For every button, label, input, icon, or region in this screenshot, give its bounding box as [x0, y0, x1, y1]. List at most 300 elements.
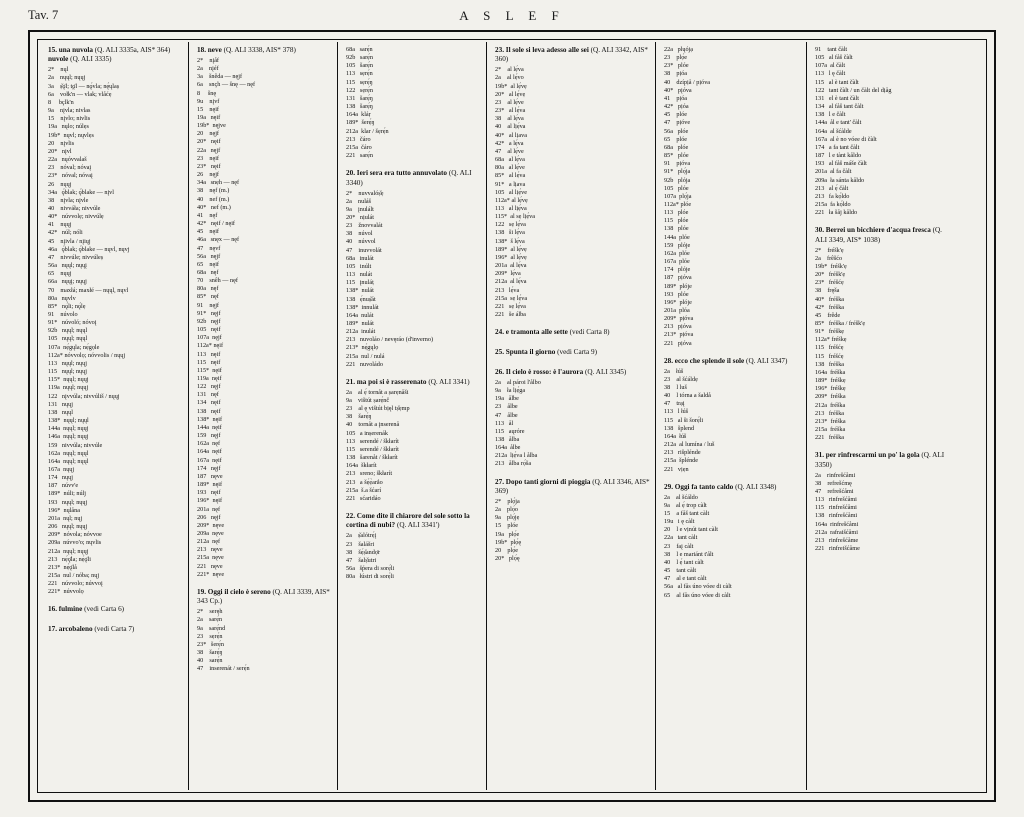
form-entry: 215a šplénde	[664, 457, 699, 465]
form-entry: 221 fréška	[815, 434, 845, 442]
form-entry: 215a sẹ lẹ́va	[495, 294, 528, 302]
form-entry: 9a plọ́jẹ	[495, 514, 520, 522]
form-list	[197, 608, 333, 673]
form-entry: 105 al lịẹ́ve	[495, 188, 527, 196]
entry-heading	[495, 46, 651, 65]
form-entry: 164a al šćàlde	[815, 127, 852, 135]
form-entry: 113 nųųl; nųųj	[48, 359, 87, 367]
dictionary-entry	[815, 46, 953, 553]
form-entry: 215a nul / nulá	[346, 352, 385, 360]
form-list	[346, 190, 482, 369]
form-entry: 38 pịóa	[664, 70, 688, 78]
form-entry: 115 nęif	[197, 358, 221, 366]
form-entry: 115 plóe	[664, 217, 689, 225]
form-list	[346, 389, 482, 503]
entry-source: (vedi Carta 9)	[557, 348, 598, 357]
entry-heading	[346, 169, 482, 188]
form-entry: 221 nęve	[197, 562, 223, 570]
form-entry: 23* fréšćẹ	[815, 279, 844, 287]
form-entry: 23* plóe	[664, 62, 689, 70]
form-entry: 19u i ę càlt	[664, 518, 695, 526]
entry-number: 27.	[495, 477, 506, 486]
form-list	[664, 368, 802, 474]
form-entry: 26 nųųj	[48, 180, 72, 188]
form-entry: 159 nęjf	[197, 432, 221, 440]
form-entry: 105 plóe	[664, 184, 689, 192]
form-entry: 221 núvvolo; núvvoį	[48, 580, 103, 588]
form-entry: 2* plọ́ja	[495, 497, 520, 505]
form-entry: 113 l łúš	[664, 408, 689, 416]
entry-title: ma poi si è rasserenato	[356, 377, 429, 386]
entry-title: Dopo tanti giorni di pioggia	[505, 477, 593, 486]
form-entry: 221* nęve	[197, 570, 225, 578]
form-entry: 2a frêšćo	[815, 254, 843, 262]
form-entry: 119a nęif	[197, 375, 222, 382]
form-entry: 212a fréška	[815, 401, 846, 409]
entry-heading	[197, 46, 333, 55]
entry-spacer	[346, 369, 482, 378]
dictionary-entry	[48, 46, 184, 635]
form-entry: 105 šarẹ́n	[346, 62, 373, 70]
entry-number: 23.	[495, 46, 506, 54]
form-entry: 167a nęif	[197, 456, 222, 464]
form-entry: 23 žnovvalát	[346, 222, 383, 230]
form-entry: 15 plóe	[495, 522, 519, 530]
form-entry: 23* šerẹ́n	[197, 640, 224, 648]
form-entry: 122 sẹ lẹ́va	[495, 221, 526, 229]
entry-source: (vedi Carta 6)	[84, 605, 125, 614]
form-entry: 115 rinfrešćåmi	[815, 504, 857, 512]
form-entry: 38 nęf (m.)	[197, 187, 230, 195]
form-entry: 20 nęjf	[197, 130, 219, 138]
entry-title: Oggi fa tanto caldo	[674, 482, 736, 491]
form-entry: 38 šarẹ́ŋ	[346, 413, 372, 421]
entry-title-secondary: nuvole	[48, 55, 71, 64]
form-entry: 131 el è tant čàlt	[815, 94, 859, 102]
entry-title: Spunta il giorno	[505, 348, 558, 357]
form-entry: 70 snêh — nęf	[197, 277, 238, 285]
form-entry: 85* al lẹ́va	[495, 172, 526, 180]
form-entry: 187 pịóva	[664, 274, 692, 282]
form-entry: 112a* al lẹ́vẹ	[495, 196, 528, 204]
entry-source-secondary: (Q. ALI 3335)	[70, 55, 112, 64]
form-entry: 212a klar / šẹrẹ́n	[346, 127, 389, 135]
form-entry: 47 pịóve	[664, 119, 691, 127]
form-entry: 22a nęjf	[197, 146, 221, 154]
form-entry: 38 l luš	[664, 384, 687, 391]
form-entry: 20* nįvl	[48, 147, 72, 155]
form-entry: 19b* nųvl; nųvlẹs	[48, 131, 94, 139]
form-entry: 209a núvvo'o; nųvlis	[48, 539, 102, 547]
form-entry: 215a š.a šćarí	[346, 486, 382, 494]
form-entry: 215a čáro	[346, 143, 372, 151]
form-entry: 23* nóval; nóvaį	[48, 172, 93, 180]
form-entry: 91* nęjf	[197, 309, 221, 317]
form-entry: 189* nulát	[346, 320, 374, 327]
form-entry: 68a al lẹ́va	[495, 156, 525, 164]
form-entry: 40 dzípịå / pịóva	[664, 78, 711, 86]
form-entry: 23 sẹrẹ́n	[197, 632, 223, 640]
entry-heading	[815, 451, 953, 470]
form-entry: 134 nęif	[197, 399, 221, 407]
form-entry: 201a al lẹ́va	[495, 262, 527, 270]
form-entry: 189* šerẹ́ŋ	[346, 119, 375, 127]
entry-heading	[197, 588, 333, 607]
form-entry: 9a al ẹ́ trop càlt	[664, 501, 707, 509]
entry-number: 25.	[495, 348, 506, 357]
form-entry: 209* fréška	[815, 393, 846, 401]
entry-number: 19.	[197, 587, 208, 596]
entry-heading	[495, 348, 651, 357]
form-entry: 2* fréšk'ẹ	[815, 246, 844, 254]
form-entry: 146a nųųl; nųųj	[48, 433, 89, 441]
form-entry: 2a al ẹ́ tornåt a ṣarẹnåši	[346, 388, 409, 396]
form-entry: 138 plóe	[664, 225, 689, 233]
form-entry: 19a nęif	[197, 114, 221, 121]
entry-title: e tramonta alle sette	[505, 328, 570, 337]
form-entry: 164a nęif	[197, 448, 222, 456]
form-entry: 193 nųųl; nųųj	[48, 498, 88, 506]
text-column	[656, 42, 806, 790]
form-entry: 40* al lịava	[495, 131, 527, 139]
form-entry: 91* plọ́ja	[664, 168, 691, 176]
entry-number: 15.	[48, 46, 59, 54]
form-entry: 201a nųl; nųj	[48, 514, 83, 522]
entry-source: (Q. ALI 3342, AIS* 360)	[495, 46, 648, 64]
form-entry: 174 a fa tant čàlt	[815, 143, 860, 151]
form-entry: 189* núli; núlj	[48, 490, 86, 498]
form-entry: 20* nịulát	[346, 213, 375, 221]
form-entry: 40 tornåt a įnserenå	[346, 421, 400, 429]
entry-title: arcobaleno	[58, 625, 95, 634]
form-entry: 201a nęf	[197, 505, 221, 513]
form-entry: 47 inuvvolát	[346, 246, 382, 254]
form-entry: 113 nulát	[346, 271, 373, 279]
form-entry: 38 šarẹ́ŋ	[197, 649, 223, 656]
form-entry: 213 nęve	[197, 546, 223, 554]
form-entry: 209* nóvola; nóvvoe	[48, 531, 102, 539]
form-entry: 122 sẹrẹ́n	[346, 86, 373, 94]
form-list	[346, 46, 482, 160]
entry-number: 29.	[664, 482, 675, 491]
form-list	[197, 57, 333, 579]
form-entry: 9a įnulált	[346, 205, 374, 213]
form-entry: 107a nęjf	[197, 334, 222, 342]
form-entry: 113 ål	[495, 419, 514, 427]
form-entry: 189* nęif	[197, 481, 223, 489]
form-entry: 47 ålbe	[495, 411, 518, 419]
entry-source: (vedi Carta 8)	[569, 328, 610, 337]
form-entry: 213* nẹ́ǫ̈lå	[48, 563, 77, 571]
text-column	[189, 42, 337, 790]
form-entry: 85* plóe	[664, 152, 689, 160]
form-entry: 19b* plọ́ę	[495, 538, 522, 546]
form-entry: 45 plóe	[664, 111, 688, 119]
form-entry: 212a al lẹ́va	[495, 278, 527, 286]
form-entry: 213 a šẹ́ẹ̀arắo	[346, 478, 383, 486]
form-entry: 213 čáro	[346, 135, 371, 143]
dictionary-entry	[346, 46, 482, 581]
form-entry: 9a sarẹ́nd	[197, 624, 226, 632]
form-entry: 221 sćaridáo	[346, 494, 381, 502]
form-entry: 206 nųųl; nųųj	[48, 523, 88, 531]
entry-source: (Q. ALI 3349, AIS* 1038)	[815, 226, 942, 244]
form-list	[664, 494, 802, 600]
form-entry: 80a łústri di sorẹ́li	[346, 573, 394, 581]
form-entry: 23 al ę vištút bịęl tṣ̌ẹmp	[346, 405, 410, 413]
form-entry: 131 šarẹ́ŋ	[346, 94, 373, 102]
form-entry: 46a ǫ́blak; ǫ́blake — nųvl, nųvj	[48, 245, 130, 253]
form-entry: 20* plọ́ę	[495, 555, 520, 562]
form-entry: 2a łúš	[664, 367, 684, 375]
form-entry: 68a nęf	[197, 268, 219, 276]
form-entry: 40* fréška	[815, 295, 845, 303]
form-entry: 213 fa kọ́ldo	[815, 192, 850, 200]
form-entry: 2* nįåf	[197, 56, 219, 64]
form-entry: 138* nęif	[197, 415, 223, 423]
form-entry: 209* pịóva	[664, 315, 694, 323]
form-entry: 187 l e tànt kåldo	[815, 152, 862, 160]
entry-number: 26.	[495, 367, 506, 376]
form-entry: 162a nęf	[197, 440, 221, 448]
form-entry: 138* nulát	[346, 287, 374, 295]
form-entry: 3a šnêda — nęjf	[197, 73, 243, 81]
form-entry: 47 nęvf	[197, 244, 221, 252]
form-entry: 26 nęjf	[197, 171, 219, 179]
form-entry: 189* al lẹ́vẹ	[495, 245, 527, 253]
form-entry: 23 al lẹ́ve	[495, 98, 524, 106]
form-entry: 209* nęve	[197, 521, 225, 529]
form-entry: 112a* fréškẹ	[815, 336, 847, 344]
form-entry: 122 nęjf	[197, 383, 221, 391]
form-list	[495, 498, 651, 563]
form-entry: 105 a inṣerenák	[346, 429, 388, 437]
form-entry: 212a inulát	[346, 328, 376, 336]
form-entry: 38 refrešćmę	[815, 479, 852, 487]
form-entry: 91 nęjf	[197, 301, 219, 309]
form-entry: 91 tant čàlt	[815, 46, 848, 53]
entry-spacer	[495, 469, 651, 478]
form-entry: 40* núvvolẹ; nivvúlẹ	[48, 213, 104, 221]
form-entry: 187 nęve	[197, 472, 223, 480]
form-entry: 209a nęve	[197, 529, 224, 537]
entry-number: 24.	[495, 328, 506, 337]
form-entry: 174 plóje	[664, 266, 691, 274]
form-entry: 215a nęve	[197, 554, 224, 562]
form-entry: 213 rinfrešćåme	[815, 536, 859, 544]
form-entry: 47 šalṣ̌utri	[346, 556, 377, 564]
form-entry: 201a plóa	[664, 307, 690, 314]
form-entry: 122 nįvvúla; nivvúliš / nųųj	[48, 392, 120, 400]
entry-source: (Q. ALI 3347)	[746, 356, 788, 365]
form-entry: 2a al šćáldo	[664, 493, 698, 501]
form-entry: 113 nęif	[197, 350, 221, 358]
form-entry: 91* núvoló; nóvoį	[48, 319, 97, 327]
form-entry: 213* pịóva	[664, 331, 694, 339]
form-entry: 193 plóe	[664, 290, 689, 298]
form-entry: 23 ålbe	[495, 403, 518, 411]
form-list	[664, 46, 802, 348]
form-entry: 85* nęf	[197, 293, 219, 301]
form-entry: 20* al lẹ́vẹ	[495, 90, 526, 98]
form-entry: 221 še álba	[495, 311, 526, 318]
form-entry: 40* pįóva	[664, 86, 692, 94]
form-entry: 193 nęif	[197, 489, 221, 497]
form-entry: 196* al lẹ́vẹ	[495, 253, 527, 261]
form-entry: 91 pịóva	[664, 160, 691, 168]
form-entry: 213 lẹ́va	[495, 286, 520, 294]
form-entry: 212a nęf	[197, 538, 221, 546]
entry-spacer	[48, 616, 184, 625]
entry-heading	[495, 328, 651, 337]
form-entry: 70 maxłá; maxłé — nųųl, nųvl	[48, 286, 129, 294]
form-entry: 45 nįivla / nįiųj	[48, 237, 91, 245]
form-entry: 19b* fréšk'ẹ	[815, 262, 847, 270]
form-entry: 138 fréška	[815, 360, 845, 368]
entry-number: 18.	[197, 46, 208, 54]
form-entry: 80a nųvlv	[48, 294, 76, 302]
form-entry: 115 įnuláṭ	[346, 279, 374, 287]
form-entry: 85* fréška / fréšk'ẹ	[815, 320, 866, 327]
entry-title: Ieri sera era tutto annuvolato	[356, 169, 449, 178]
form-entry: 113 rinfrešćåmi	[815, 496, 857, 504]
form-entry: 47 nivvúle; nivvúleṣ	[48, 253, 104, 261]
form-entry: 38 l e mariánt t'ålt	[664, 550, 714, 558]
form-entry: 221 vịẹn	[664, 465, 689, 473]
entry-source: (Q. ALI 3341')	[396, 521, 440, 530]
entry-source: (Q. ALI 3338, AIS* 378)	[223, 46, 296, 54]
entry-title: Berrei un bicchiere d'acqua fresca	[825, 226, 933, 235]
form-entry: 138* š lẹ́va	[495, 237, 525, 245]
form-entry: 38 šẹ́ṣ̌andọ̈r	[346, 548, 381, 556]
form-entry: 40 l tórna a šaldå	[664, 392, 711, 400]
form-entry: 209a ła sánta kåldo	[815, 176, 865, 184]
form-entry: 162a nųųl; nųųl	[48, 449, 89, 457]
form-entry: 159 nivvúla; nivvúle	[48, 441, 103, 449]
dictionary-entry	[664, 46, 802, 600]
form-entry: 221* núvvolọ	[48, 588, 84, 596]
form-entry: 40 nivváła; nivvúle	[48, 204, 101, 212]
form-entry: 23* nęif	[197, 162, 221, 170]
entry-title: neve	[207, 46, 224, 54]
form-entry: 167a plóe	[664, 258, 690, 266]
entry-spacer	[495, 339, 651, 348]
entry-title: ecco che splende il sole	[674, 356, 747, 365]
form-list	[815, 472, 953, 554]
form-entry: 112a* nóvvolọ; nóvvolis / nųųj	[48, 351, 126, 359]
form-list	[815, 247, 953, 443]
entry-title: Il cielo è rosso: è l'aurora	[505, 367, 585, 376]
form-entry: 107a nẹ́gųla; nẹ́gọle	[48, 343, 100, 351]
dictionary-entry	[197, 46, 333, 673]
entry-source: (Q. ALI 3335a, AIS* 364)	[94, 46, 171, 54]
form-entry: 115 al ši šorẹ́li	[664, 416, 704, 424]
form-entry: 196* plóje	[664, 298, 692, 306]
form-entry: 6a vołk'n — vlak; vlåćẹ	[48, 90, 112, 98]
form-entry: 138 nęif	[197, 407, 221, 415]
form-entry: 15 a fåš tant càlt	[664, 509, 710, 517]
form-entry: 113 l ę čàlt	[815, 70, 846, 78]
form-entry: 42* núl; nóli	[48, 229, 83, 237]
form-entry: 215a nul / nóba; nųj	[48, 572, 100, 579]
form-entry: 85* nǫ́li; nǫ́lẹ	[48, 302, 86, 310]
form-entry: 119a nųųl; nųųj	[48, 384, 89, 392]
form-list	[495, 379, 651, 469]
form-entry: 20 l e vịnút tant càlt	[664, 526, 718, 534]
form-entry: 23 nóval; nóvaį	[48, 164, 92, 172]
form-entry: 221 nuvoládo	[346, 360, 383, 368]
form-entry: 115* nęif	[197, 366, 222, 374]
entry-heading	[664, 357, 802, 366]
entry-title: fulmine	[58, 605, 85, 614]
form-entry: 221 sẹ lẹ́va	[495, 302, 526, 310]
form-entry: 213 nuvoláo / nevęráo (d'inverno)	[346, 336, 434, 344]
form-entry: 164a łúš	[664, 432, 687, 440]
form-entry: 167a al è no vóee di čàlt	[815, 135, 877, 143]
form-entry: 134 al fåš tant čàlt	[815, 103, 864, 111]
dictionary-entry	[495, 46, 651, 563]
form-entry: 138 rinfrešćåmi	[815, 512, 858, 520]
entry-source: (Q. ALI 3340)	[346, 169, 472, 187]
form-entry: 9a vištút ṣarẹ́nč	[346, 397, 390, 404]
form-entry: 38 núvol	[346, 230, 373, 238]
form-entry: 23 šalášri	[346, 540, 375, 548]
form-entry: 19a nųlo; núlẹs	[48, 123, 89, 131]
columns-container	[40, 42, 984, 790]
form-entry: 68a sarẹ́n	[346, 46, 373, 53]
form-entry: 115 fréšćẹ	[815, 344, 844, 352]
form-entry: 138* innulát	[346, 303, 379, 311]
entry-spacer	[346, 160, 482, 169]
entry-source: (Q. ALI 3339, AIS* 343 Cp.)	[197, 587, 330, 606]
form-entry: 41 nęf	[197, 211, 218, 219]
form-entry: 15 nęif	[197, 105, 219, 113]
form-entry: 138 l e čàlt	[815, 111, 846, 119]
form-entry: 45 tant càlt	[664, 567, 697, 575]
entry-source: (Q. ALI 3348)	[735, 482, 777, 491]
form-entry: 20* nęif	[197, 138, 221, 146]
form-entry: 206 nęjf	[197, 513, 221, 521]
form-entry: 113 plóe	[664, 209, 689, 217]
form-entry: 131 nųųj	[48, 400, 73, 408]
form-entry: 213 pịóva	[664, 323, 692, 331]
form-entry: 144a plóe	[664, 233, 690, 241]
form-entry: 221 rinfreišćåme	[815, 545, 860, 553]
form-entry: 19a ålbe	[495, 395, 519, 403]
form-entry: 138 ålba	[495, 435, 520, 443]
form-entry: 20 nįvlis	[48, 139, 75, 147]
form-entry: 221 sarẹ́n	[346, 152, 373, 160]
entry-heading	[48, 605, 184, 614]
form-entry: 115 sẹrẹ́ŋ	[346, 78, 373, 86]
form-entry: 115* al sẹ lịẹ́va	[495, 213, 535, 221]
form-entry: 68a inulát	[346, 254, 374, 262]
form-entry: 213 rišplénde	[664, 449, 701, 457]
form-entry: 144a ål e tant' čàlt	[815, 119, 862, 127]
form-entry: 40 al lịẹ́va	[495, 123, 526, 131]
form-entry: 19b* al lẹ́vẹ	[495, 82, 527, 90]
form-entry: 38 al lẹ́va	[495, 115, 524, 123]
form-entry: 47 inserenát / serẹ́n	[197, 665, 250, 673]
entry-number: 30.	[815, 226, 826, 235]
form-entry: 91 núvolo	[48, 311, 78, 318]
form-entry: 65 al fås úno vóee di càlt	[664, 591, 731, 599]
form-entry: 164a fréška	[815, 368, 846, 376]
form-entry: 45 frêde	[815, 311, 841, 319]
form-entry: 2a rinfrešćåmi	[815, 471, 856, 479]
form-entry: 56a nųųl; nųųį	[48, 262, 87, 270]
form-entry: 174 nųųj	[48, 474, 73, 482]
